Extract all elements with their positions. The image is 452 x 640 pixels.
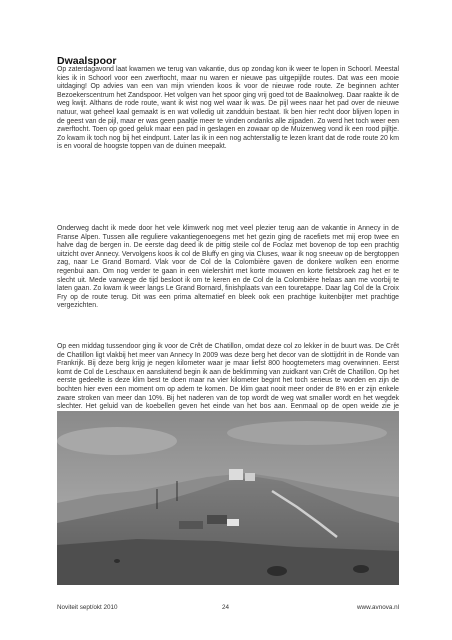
footer-publication: Noviteit sept/okt 2010 <box>57 604 118 611</box>
mountain-photo <box>57 411 399 585</box>
footer-website: www.avnova.nl <box>357 604 399 611</box>
article-paragraph-3: Op een middag tussendoor ging ik voor de Crêt de Chatillon, omdat deze col zo lekker in de buurt was. De Crêt de Chatillon ligt vlakbij het meer van Annecy In 2009 was deze berg het decor van de slottijdrit in de Ronde van Frankrijk. Bij deze berg krijg je negen kilometer waar je maar liefst 800 hoogtemeters mag overwinnen. Eerst komt de Col de Leschaux en aansluitend begin ik aan de beklimming van zuidkant van Crêt de Chatillon. Op het eerste gedeelte is deze klim best te doen maar na vier kilometer begint het toch serieus te worden en zijn de bochten hier even een moment om op adem te komen. De klim gaat nooit meer onder de 8% en er zijn enkele zware stroken van meer dan 10%. Bij het naderen van de top wordt de weg wat smaller wordt en het wegdek slechter. Het geluid van de koebellen geven het einde van het bos aan. Eenmaal op de open weide zie je <box>57 343 399 411</box>
footer-page-number: 24 <box>222 604 230 611</box>
article-paragraph-1: Op zaterdagavond laat kwamen we terug van vakantie, dus op zondag kon ik weer te lopen in Schoorl. Meestal kies ik in Schoorl voor een zwerftocht, maar nu waren er nieuwe pas uitgepijlde routes. Dat was een mooie uitdaging! Op advies van een van mijn vrienden koos ik voor de nieuwe rode route. Ze beginnen achter Bezoekerscentrum het Zandspoor. Het volgen van het spoor ging vrij goed tot de Baaknolweg. Daar raakte ik de weg kwijt. Althans de rode route, want ik wist nog wel waar ik was. De pijl wees naar het pad over de nieuwe natuur, wat geheel kaal gemaakt is en wat volledig uit zandduin bestaat. Ik ben hier recht door blijven lopen in de geest van de pijl, maar er was geen paaltje meer te vinden ondanks alle zijpaden. Zo werd het toch weer een zwerftocht. Toen op goed geluk maar een pad in geslagen en zowaar op de Muizenweg vond ik een rood pijltje. Zo kwam ik toch nog bij het eindpunt. Later las ik in een nog achterstallig te lezen krant dat de rode route 20 km is en vooral de hoogste toppen van de duinen meepakt. <box>57 66 399 151</box>
article-title: Dwaalspoor <box>57 55 117 67</box>
article-paragraph-2: Onderweg dacht ik mede door het vele klimwerk nog met veel plezier terug aan de vakantie in Annecy in de Franse Alpen. Tussen alle reguliere vakantiegenoegens met het gezin ging de racefiets met mij erop twee en halve dag de bergen in. De eerste dag deed ik de pittig steile col de Foclaz met bovenop de top een prachtig uitzicht over Annecy. Vervolgens koos ik col de Bluffy en ging via Cluses, waar ik nog sneeuw op de bergtoppen zag, naar Le Grand Bornard. Vlak voor de Col de la Colombière gaven de donkere wolken een enorme regenbui aan. Om nog verder te gaan in een wielershirt met korte mouwen en korte fietsbroek zag het er te slecht uit. Mede vanwege de tijd besloot ik om te keren en de Col de la Colombière helaas aan me voorbij te laten gaan. Zo kwam ik weer langs Le Grand Bornard, finishplaats van een touretappe. Daar lag Col de la Croix Fry op de route terug. Dit was een prima alternatief en bleek ook een prachtige kuitenbijter met prachtige vergezichten. <box>57 225 399 310</box>
